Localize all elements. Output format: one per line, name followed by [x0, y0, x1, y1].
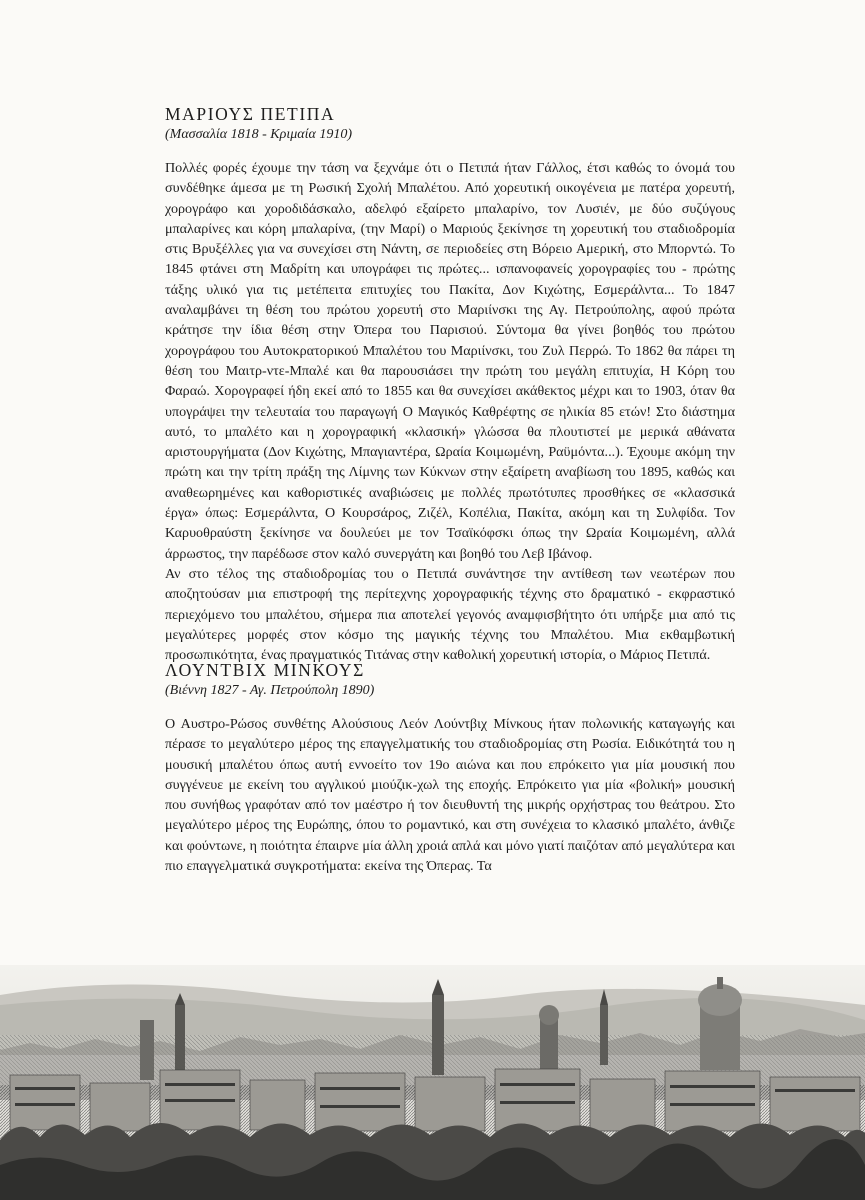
paragraph-minkus-1: Ο Αυστρο-Ρώσος συνθέτης Αλούσιους Λεόν Λούντβιχ Μίνκους ήταν πολωνικής καταγωγής και πέρασε το μεγαλύτερο μέρος της επαγγελματικής του σταδιοδρομίας στη Ρωσία. Ειδικότητά του η μουσική μπαλέτου όπως αυτή εννοείτο τον 19ο αιώνα και που επρόκειτο για μία μουσική που συγγένευε με εκείνη του αγγλικού μιούζικ-χωλ της εποχής. Επρόκειτο για μία «βολική» μουσική που συνήθως γραφόταν από τον μαέστρο ή τον διευθυντή της μικρής ορχήστρας του θεάτρου. Στο μεγαλύτερο μέρος της Ευρώπης, όπου το ρομαντικό, και στη συνέχεια το κλασικό μπαλέτο, άνθιζε και φούντωνε, η ποιότητα έπαιρνε μία άλλη χροιά απλά και μόνο γιατί παιζόταν από μεγαλύτερα και πιο επαγγελματικά συγκροτήματα: εκείνα της Όπερας. Τα — [165, 716, 735, 875]
section-title-minkus: ΛΟΥΝΤΒΙΧ ΜΙΝΚΟΥΣ — [165, 660, 365, 680]
section-title-petipa: ΜΑΡΙΟΥΣ ΠΕΤΙΠΑ — [165, 104, 336, 124]
section-minkus — [165, 659, 735, 876]
city-panorama-engraving-icon — [0, 965, 865, 1200]
section-petipa — [165, 103, 735, 665]
section-dates-petipa: (Μασσαλία 1818 - Κριμαία 1910) — [165, 127, 353, 142]
section-dates-minkus: (Βιέννη 1827 - Αγ. Πετρούπολη 1890) — [165, 683, 375, 698]
paragraph-petipa-1: Πολλές φορές έχουμε την τάση να ξεχνάμε ότι ο Πετιπά ήταν Γάλλος, έτσι καθώς το όνομά του συνδέθηκε άμεσα με τη Ρωσική Σχολή Μπαλέτου. Από χορευτική οικογένεια με πατέρα χορευτή, χορογράφο και χοροδιδάσκαλο, αδελφό εξαίρετο μπαλαρίνο, τον Λυσιέν, με δύο συζύγους μπαλαρίνες και κόρη μπαλαρίνα, (την Μαρί) ο Μαριούς ξεκίνησε τη χορευτική του σταδιοδρομία στις Βρυξέλλες για να συνεχίσει στη Νάντη, σε περιοδείες στη Βόρειο Αμερική, στο Μπορντώ. Το 1845 φτάνει στη Μαδρίτη και υπογράφει τις πρώτες... ισπανοφανείς χορογραφίες του - πρώτης τάξης υλικό για τις μετέπειτα επιτυχίες του Πακίτα, Δον Κιχώτης, Εσμεράλντα... Το 1847 αναλαμβάνει τη θέση του πρώτου χορευτή στο Μαριίνσκι της Αγ. Πετρούπολης, αφού πρώτα κράτησε την ίδια θέση στην Όπερα του Παρισιού. Σύντομα θα γίνει βοηθός του πρώτου χορογράφου του Αυτοκρατορικού Μπαλέτου του Μαριίνσκι, του Ζυλ Περρώ. Το 1862 θα πάρει τη θέση του Μαιτρ-ντε-Μπαλέ και θα παρουσιάσει την πρώτη του μεγάλη επιτυχία, Η Κόρη του Φαραώ. Χορογραφεί ήδη εκεί από το 1855 και θα συνεχίσει ακάθεκτος μέχρι και το 1903, όταν θα υπογράψει την τελευταία του παραγωγή Ο Μαγικός Καθρέφτης σε ηλικία 85 ετών! Στο διάστημα αυτό, το μπαλέτο και η χορογραφική «κλασική» γλώσσα θα πλουτιστεί με μερικά αθάνατα αριστουργήματα (Δον Κιχώτης, Μπαγιαντέρα, Ωραία Κοιμωμένη, Ραϋμόντα...). Έχουμε ακόμη την πρώτη και την τρίτη πράξη της Λίμνης των Κύκνων στην εξαίρετη αναβίωση του 1895, καθώς και αναθεωρημένες και καθοριστικές αναβιώσεις με πολλές πρωτότυπες προσθήκες σε «κλασσικά έργα» όπως: Εσμεράλντα, Ο Κουρσάρος, Ζιζέλ, Κοπέλια, Πακίτα, ακόμη και τη Συλφίδα. Τον Καρυοθραύστη ξεκίνησε να δουλεύει με τον Τσαϊκόφσκι όπως την Ωραία Κοιμωμένη, αλλά άρρωστος, την παρέδωσε στον καλό συνεργάτη και βοηθό του Λεβ Ιβάνοφ. — [165, 160, 735, 562]
paragraph-petipa-2: Αν στο τέλος της σταδιοδρομίας του ο Πετιπά συνάντησε την αντίθεση των νεωτέρων που αποζητούσαν μια επιστροφή της περίτεχνης χορογραφικής τέχνης στο δραματικό - εκφραστικό περιεχόμενο του μπαλέτου, σήμερα πια αποτελεί γεγονός αναμφισβήτητο ότι υπήρξε μια από τις μεγαλύτερες μορφές στον κόσμο της μαγικής τέχνης του Μπαλέτου. Μια εκθαμβωτική προσωπικότητα, ένας πραγματικός Τιτάνας στην καθολική χορευτική ιστορία, ο Μάριος Πετιπά. — [165, 565, 735, 664]
